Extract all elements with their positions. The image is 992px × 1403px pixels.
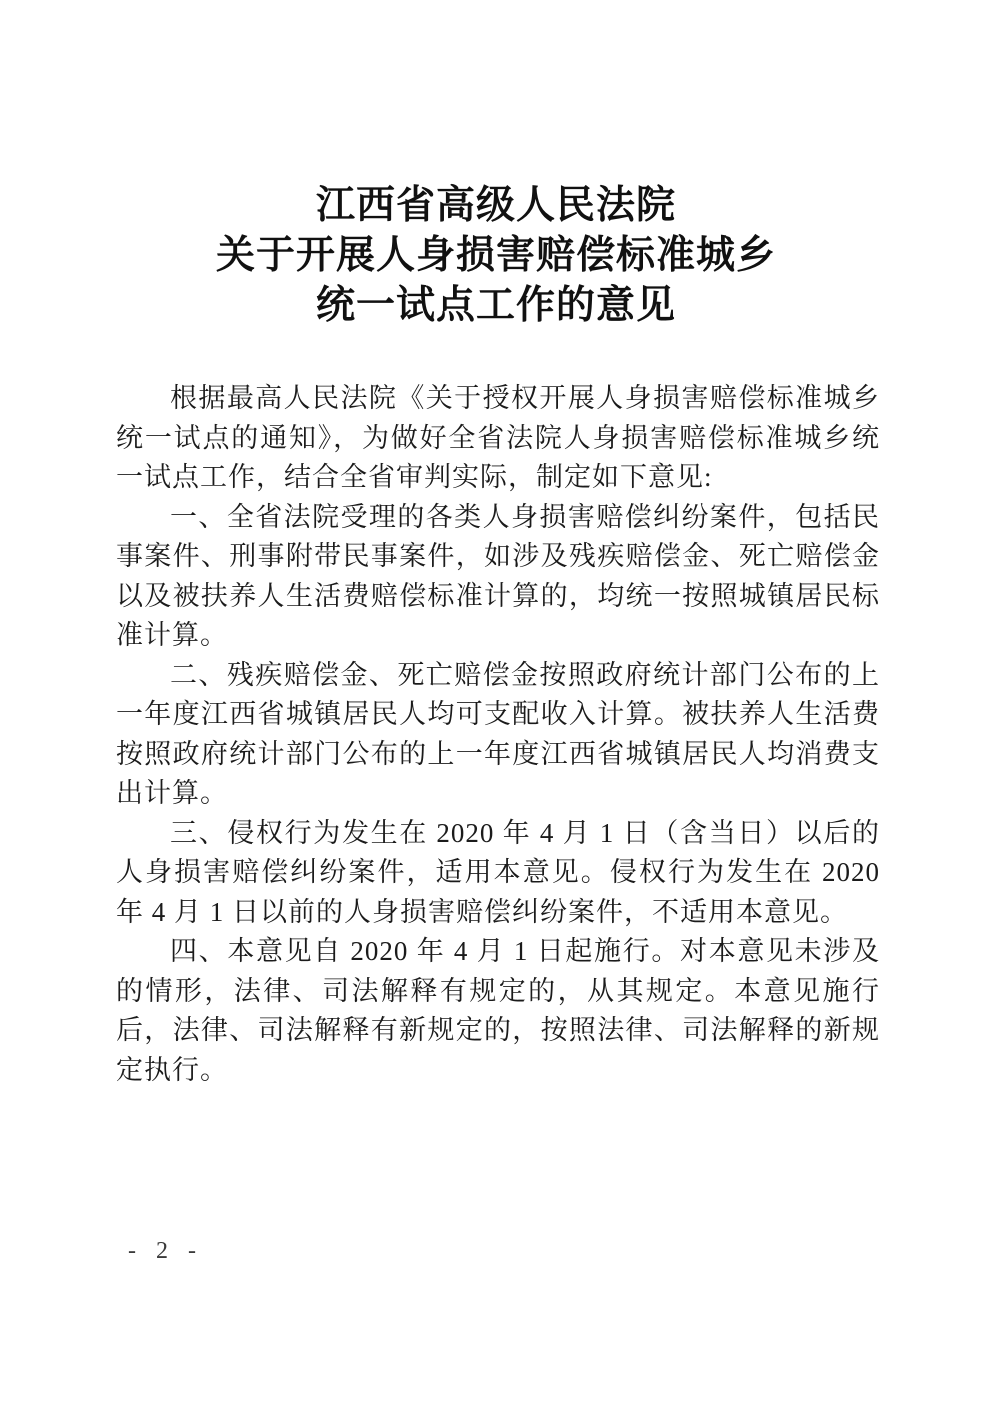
paragraph-item-2: 二、残疾赔偿金、死亡赔偿金按照政府统计部门公布的上一年度江西省城镇居民人均可支配收入计算。被扶养人生活费按照政府统计部门公布的上一年度江西省城镇居民人均消费支出计算。	[116, 659, 880, 808]
document-body	[0, 379, 992, 1090]
paragraph-intro: 根据最高人民法院《关于授权开展人身损害赔偿标准城乡统一试点的通知》，为做好全省法院人身损害赔偿标准城乡统一试点工作，结合全省审判实际，制定如下意见:	[116, 383, 880, 492]
page-number: - 2 -	[128, 1238, 203, 1264]
title-line-subject-continued: 统一试点工作的意见	[315, 284, 676, 327]
title-line-subject: 关于开展人身损害赔偿标准城乡	[215, 234, 776, 277]
paragraph-item-1: 一、全省法院受理的各类人身损害赔偿纠纷案件，包括民事案件、刑事附带民事案件，如涉及残疾赔偿金、死亡赔偿金以及被扶养人生活费赔偿标准计算的，均统一按照城镇居民标准计算。	[116, 501, 880, 650]
document-title	[0, 0, 992, 331]
title-line-court-name: 江西省高级人民法院	[315, 184, 676, 227]
paragraph-item-4: 四、本意见自 2020 年 4 月 1 日起施行。对本意见未涉及的情形，法律、司法解释有规定的，从其规定。本意见施行后，法律、司法解释有新规定的，按照法律、司法解释的新规定执行。	[116, 936, 880, 1085]
paragraph-item-3: 三、侵权行为发生在 2020 年 4 月 1 日（含当日）以后的人身损害赔偿纠纷案件，适用本意见。侵权行为发生在 2020 年 4 月 1 日以前的人身损害赔偿纠纷案件，不适用本意见。	[116, 817, 880, 927]
